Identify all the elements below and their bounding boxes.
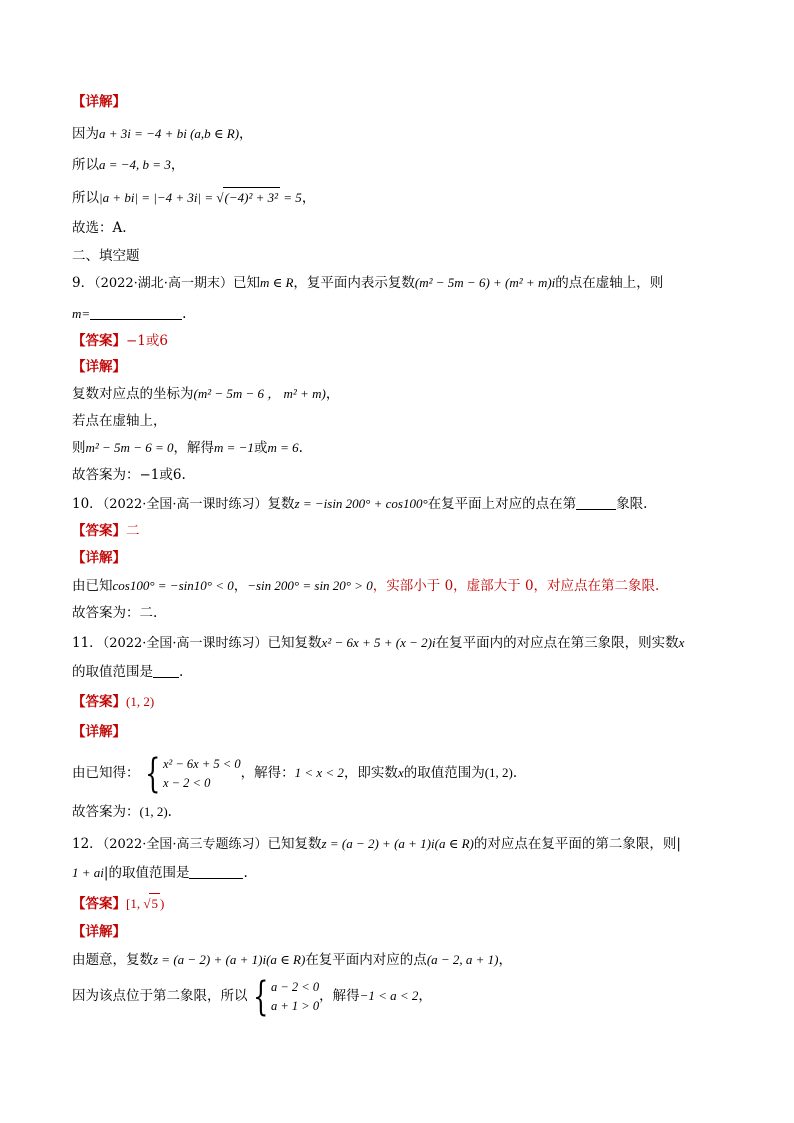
equation-system: { x² − 6x + 5 < 0 x − 2 < 0 xyxy=(144,750,241,797)
equation-system: { a − 2 < 0 a + 1 > 0 xyxy=(252,973,320,1020)
intro-line-1: 因为a + 3i = −4 + bi (a,b ∈ R)， xyxy=(72,126,253,142)
q10-final: 故答案为：二. xyxy=(72,605,158,621)
q12-detail-heading: 【详解】 xyxy=(72,924,126,940)
q11-stem-line-2: 的取值范围是 . xyxy=(72,664,184,680)
q11-answer: 【答案】(1, 2) xyxy=(72,694,155,710)
intro-line-2: 所以a = −4, b = 3， xyxy=(72,157,185,173)
q10-stem: 10．（2022·全国·高一课时练习）复数z = −isin 200° + cos100°在复平面上对应的点在第 象限. xyxy=(72,496,648,512)
answer-blank xyxy=(576,495,616,510)
section-title: 二、填空题 xyxy=(72,248,140,264)
q9-stem-line-2: m= . xyxy=(72,306,187,322)
q9-final: 故答案为：−1或6. xyxy=(72,467,186,483)
q12-detail-line-1: 由题意，复数z = (a − 2) + (a + 1)i(a ∈ R)在复平面内对应的点(a − 2, a + 1)， xyxy=(72,952,513,968)
q9-detail-line-1: 复数对应点的坐标为(m² − 5m − 6 ， m² + m)， xyxy=(72,386,340,402)
intro-line-3: 所以|a + bi| = |−4 + 3i| = √(−4)² + 3² = 5， xyxy=(72,187,315,208)
q9-answer: 【答案】−1或6 xyxy=(72,333,168,349)
q9-stem: 9．（2022·湖北·高一期末）已知m ∈ R，复平面内表示复数(m² − 5m − 6) + (m² + m)i的点在虚轴上，则 xyxy=(72,275,664,291)
q9-detail-line-3: 则m² − 5m − 6 = 0，解得m = −1或m = 6. xyxy=(72,440,303,456)
q10-detail-line-1: 由已知cos100° = −sin10° < 0，−sin 200° = sin 20° > 0，实部小于 0，虚部大于 0，对应点在第二象限. xyxy=(72,578,660,594)
q12-stem: 12．（2022·全国·高三专题练习）已知复数z = (a − 2) + (a + 1)i(a ∈ R)的对应点在复平面的第二象限，则| xyxy=(72,836,681,852)
q11-detail-line-1: 由已知得： { x² − 6x + 5 < 0 x − 2 < 0 ，解得：1 < x < 2，即实数x的取值范围为(1, 2). xyxy=(72,750,518,797)
intro-conclusion: 故选：A. xyxy=(72,220,127,236)
q12-answer: 【答案】[1, √5 ) xyxy=(72,893,164,914)
answer-blank xyxy=(153,663,179,678)
answer-blank xyxy=(189,864,243,879)
q11-detail-heading: 【详解】 xyxy=(72,724,126,740)
q11-final: 故答案为：(1, 2). xyxy=(72,804,172,820)
q11-stem: 11．（2022·全国·高一课时练习）已知复数x² − 6x + 5 + (x − 2)i在复平面内的对应点在第三象限，则实数x xyxy=(72,635,685,651)
answer-blank xyxy=(90,305,182,320)
q12-stem-line-2: 1 + ai|的取值范围是 . xyxy=(72,865,248,881)
detail-heading xyxy=(72,92,126,112)
detail-tag: 【详解】 xyxy=(72,94,126,110)
sqrt-expression: (−4)² + 3² xyxy=(223,187,281,208)
q9-detail-heading: 【详解】 xyxy=(72,359,126,375)
q10-detail-heading: 【详解】 xyxy=(72,550,126,566)
q12-detail-line-2: 因为该点位于第二象限，所以 { a − 2 < 0 a + 1 > 0 ，解得−1 < a < 2， xyxy=(72,973,432,1020)
q10-answer: 【答案】二 xyxy=(72,523,140,539)
q9-detail-line-2: 若点在虚轴上， xyxy=(72,413,167,429)
